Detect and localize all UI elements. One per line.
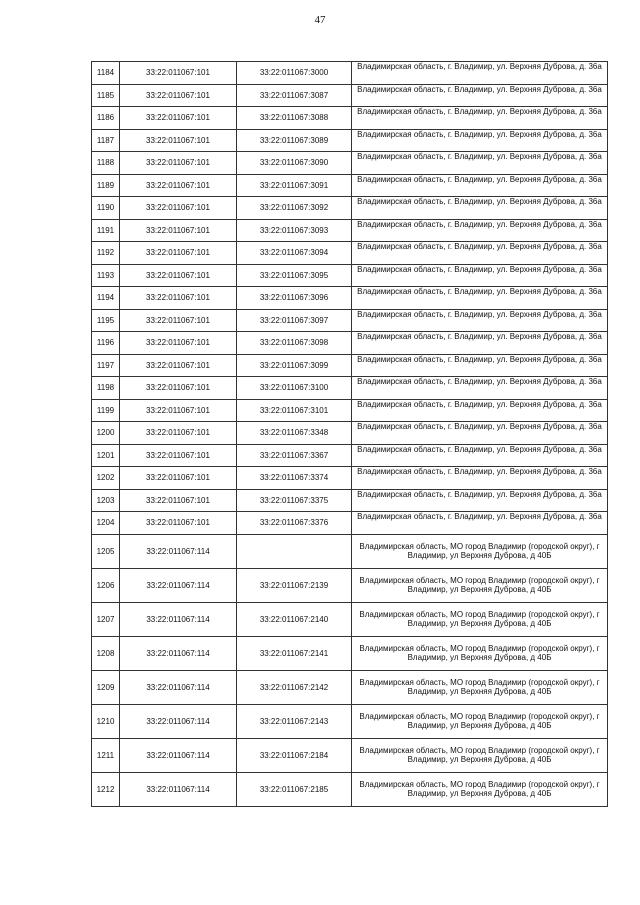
address: Владимирская область, г. Владимир, ул. Верхняя Дуброва, д. 36а <box>352 152 608 175</box>
address: Владимирская область, г. Владимир, ул. Верхняя Дуброва, д. 36а <box>352 444 608 467</box>
parent-cadastral-number: 33:22:011067:101 <box>120 399 237 422</box>
parent-cadastral-number: 33:22:011067:101 <box>120 264 237 287</box>
row-number: 1200 <box>92 422 120 445</box>
row-number: 1184 <box>92 62 120 85</box>
address: Владимирская область, г. Владимир, ул. Верхняя Дуброва, д. 36а <box>352 129 608 152</box>
cadastral-number: 33:22:011067:2185 <box>237 772 352 806</box>
table-row <box>92 287 608 310</box>
address: Владимирская область, г. Владимир, ул. Верхняя Дуброва, д. 36а <box>352 242 608 265</box>
row-number: 1192 <box>92 242 120 265</box>
parent-cadastral-number: 33:22:011067:114 <box>120 602 237 636</box>
address: Владимирская область, г. Владимир, ул. Верхняя Дуброва, д. 36а <box>352 309 608 332</box>
row-number: 1210 <box>92 704 120 738</box>
row-number: 1207 <box>92 602 120 636</box>
address: Владимирская область, г. Владимир, ул. Верхняя Дуброва, д. 36а <box>352 422 608 445</box>
row-number: 1206 <box>92 568 120 602</box>
parent-cadastral-number: 33:22:011067:101 <box>120 197 237 220</box>
parent-cadastral-number: 33:22:011067:114 <box>120 534 237 568</box>
address: Владимирская область, г. Владимир, ул. Верхняя Дуброва, д. 36а <box>352 62 608 85</box>
parent-cadastral-number: 33:22:011067:101 <box>120 467 237 490</box>
row-number: 1193 <box>92 264 120 287</box>
row-number: 1202 <box>92 467 120 490</box>
address: Владимирская область, МО город Владимир (городской округ), г Владимир, ул Верхняя Дуброва, д 40Б <box>352 636 608 670</box>
table-row <box>92 534 608 568</box>
parent-cadastral-number: 33:22:011067:114 <box>120 670 237 704</box>
table-row <box>92 738 608 772</box>
row-number: 1188 <box>92 152 120 175</box>
cadastral-number: 33:22:011067:3088 <box>237 107 352 130</box>
table-row <box>92 467 608 490</box>
table-row <box>92 512 608 535</box>
table-row <box>92 444 608 467</box>
table-row <box>92 197 608 220</box>
cadastral-number: 33:22:011067:3087 <box>237 84 352 107</box>
cadastral-number: 33:22:011067:3348 <box>237 422 352 445</box>
parent-cadastral-number: 33:22:011067:114 <box>120 704 237 738</box>
address: Владимирская область, МО город Владимир (городской округ), г Владимир, ул Верхняя Дуброва, д 40Б <box>352 534 608 568</box>
cadastral-number: 33:22:011067:2141 <box>237 636 352 670</box>
table-row <box>92 489 608 512</box>
cadastral-number: 33:22:011067:2143 <box>237 704 352 738</box>
address: Владимирская область, г. Владимир, ул. Верхняя Дуброва, д. 36а <box>352 332 608 355</box>
parent-cadastral-number: 33:22:011067:101 <box>120 309 237 332</box>
parent-cadastral-number: 33:22:011067:101 <box>120 129 237 152</box>
table-row <box>92 670 608 704</box>
cadastral-number: 33:22:011067:3090 <box>237 152 352 175</box>
address: Владимирская область, г. Владимир, ул. Верхняя Дуброва, д. 36а <box>352 84 608 107</box>
parent-cadastral-number: 33:22:011067:101 <box>120 444 237 467</box>
parent-cadastral-number: 33:22:011067:101 <box>120 152 237 175</box>
table-row <box>92 152 608 175</box>
parent-cadastral-number: 33:22:011067:101 <box>120 354 237 377</box>
row-number: 1189 <box>92 174 120 197</box>
table-row <box>92 332 608 355</box>
address: Владимирская область, г. Владимир, ул. Верхняя Дуброва, д. 36а <box>352 197 608 220</box>
cadastral-number: 33:22:011067:3095 <box>237 264 352 287</box>
table-row <box>92 399 608 422</box>
parent-cadastral-number: 33:22:011067:101 <box>120 219 237 242</box>
row-number: 1211 <box>92 738 120 772</box>
parent-cadastral-number: 33:22:011067:101 <box>120 332 237 355</box>
address: Владимирская область, МО город Владимир (городской округ), г Владимир, ул Верхняя Дуброва, д 40Б <box>352 602 608 636</box>
cadastral-number: 33:22:011067:3101 <box>237 399 352 422</box>
parent-cadastral-number: 33:22:011067:114 <box>120 568 237 602</box>
address: Владимирская область, г. Владимир, ул. Верхняя Дуброва, д. 36а <box>352 489 608 512</box>
address: Владимирская область, г. Владимир, ул. Верхняя Дуброва, д. 36а <box>352 174 608 197</box>
table-row <box>92 704 608 738</box>
address: Владимирская область, МО город Владимир (городской округ), г Владимир, ул Верхняя Дуброва, д 40Б <box>352 670 608 704</box>
cadastral-number: 33:22:011067:2142 <box>237 670 352 704</box>
cadastral-number: 33:22:011067:3375 <box>237 489 352 512</box>
cadastral-number: 33:22:011067:3099 <box>237 354 352 377</box>
address: Владимирская область, г. Владимир, ул. Верхняя Дуброва, д. 36а <box>352 467 608 490</box>
table-row <box>92 174 608 197</box>
row-number: 1190 <box>92 197 120 220</box>
row-number: 1197 <box>92 354 120 377</box>
table-row <box>92 219 608 242</box>
table-row <box>92 62 608 85</box>
parent-cadastral-number: 33:22:011067:114 <box>120 772 237 806</box>
address: Владимирская область, г. Владимир, ул. Верхняя Дуброва, д. 36а <box>352 219 608 242</box>
address: Владимирская область, МО город Владимир (городской округ), г Владимир, ул Верхняя Дуброва, д 40Б <box>352 568 608 602</box>
address: Владимирская область, г. Владимир, ул. Верхняя Дуброва, д. 36а <box>352 107 608 130</box>
table-row <box>92 602 608 636</box>
table-row <box>92 568 608 602</box>
cadastral-number: 33:22:011067:3089 <box>237 129 352 152</box>
parent-cadastral-number: 33:22:011067:101 <box>120 287 237 310</box>
table-row <box>92 772 608 806</box>
table-row <box>92 422 608 445</box>
address: Владимирская область, г. Владимир, ул. Верхняя Дуброва, д. 36а <box>352 512 608 535</box>
cadastral-number: 33:22:011067:2184 <box>237 738 352 772</box>
cadastral-number: 33:22:011067:3096 <box>237 287 352 310</box>
table-row <box>92 84 608 107</box>
row-number: 1185 <box>92 84 120 107</box>
row-number: 1198 <box>92 377 120 400</box>
row-number: 1191 <box>92 219 120 242</box>
cadastral-number: 33:22:011067:3376 <box>237 512 352 535</box>
cadastral-number: 33:22:011067:3097 <box>237 309 352 332</box>
table-row <box>92 264 608 287</box>
cadastral-number: 33:22:011067:3094 <box>237 242 352 265</box>
row-number: 1204 <box>92 512 120 535</box>
row-number: 1199 <box>92 399 120 422</box>
cadastral-number: 33:22:011067:3098 <box>237 332 352 355</box>
table-row <box>92 129 608 152</box>
parent-cadastral-number: 33:22:011067:101 <box>120 242 237 265</box>
row-number: 1187 <box>92 129 120 152</box>
address: Владимирская область, г. Владимир, ул. Верхняя Дуброва, д. 36а <box>352 354 608 377</box>
address: Владимирская область, г. Владимир, ул. Верхняя Дуброва, д. 36а <box>352 377 608 400</box>
row-number: 1208 <box>92 636 120 670</box>
cadastral-number: 33:22:011067:3000 <box>237 62 352 85</box>
cadastral-number: 33:22:011067:3374 <box>237 467 352 490</box>
row-number: 1196 <box>92 332 120 355</box>
parent-cadastral-number: 33:22:011067:101 <box>120 377 237 400</box>
table-row <box>92 242 608 265</box>
row-number: 1212 <box>92 772 120 806</box>
table-body <box>92 62 608 807</box>
cadastral-number: 33:22:011067:3091 <box>237 174 352 197</box>
row-number: 1194 <box>92 287 120 310</box>
cadastral-number: 33:22:011067:3093 <box>237 219 352 242</box>
page-number: 47 <box>314 14 326 26</box>
parent-cadastral-number: 33:22:011067:101 <box>120 84 237 107</box>
row-number: 1205 <box>92 534 120 568</box>
row-number: 1201 <box>92 444 120 467</box>
parent-cadastral-number: 33:22:011067:114 <box>120 738 237 772</box>
cadastral-number: 33:22:011067:2140 <box>237 602 352 636</box>
row-number: 1186 <box>92 107 120 130</box>
cadastral-number: 33:22:011067:2139 <box>237 568 352 602</box>
address: Владимирская область, г. Владимир, ул. Верхняя Дуброва, д. 36а <box>352 399 608 422</box>
parent-cadastral-number: 33:22:011067:101 <box>120 512 237 535</box>
parent-cadastral-number: 33:22:011067:101 <box>120 489 237 512</box>
table-row <box>92 377 608 400</box>
cadastral-number: 33:22:011067:3367 <box>237 444 352 467</box>
address: Владимирская область, г. Владимир, ул. Верхняя Дуброва, д. 36а <box>352 264 608 287</box>
address: Владимирская область, МО город Владимир (городской округ), г Владимир, ул Верхняя Дуброва, д 40Б <box>352 738 608 772</box>
cadastral-number: 33:22:011067:3100 <box>237 377 352 400</box>
row-number: 1203 <box>92 489 120 512</box>
cadastral-number <box>237 534 352 568</box>
parent-cadastral-number: 33:22:011067:101 <box>120 107 237 130</box>
table-row <box>92 636 608 670</box>
cadastral-table <box>91 61 608 807</box>
cadastral-number: 33:22:011067:3092 <box>237 197 352 220</box>
table-row <box>92 309 608 332</box>
row-number: 1195 <box>92 309 120 332</box>
address: Владимирская область, МО город Владимир (городской округ), г Владимир, ул Верхняя Дуброва, д 40Б <box>352 772 608 806</box>
parent-cadastral-number: 33:22:011067:101 <box>120 62 237 85</box>
address: Владимирская область, г. Владимир, ул. Верхняя Дуброва, д. 36а <box>352 287 608 310</box>
row-number: 1209 <box>92 670 120 704</box>
address: Владимирская область, МО город Владимир (городской округ), г Владимир, ул Верхняя Дуброва, д 40Б <box>352 704 608 738</box>
parent-cadastral-number: 33:22:011067:114 <box>120 636 237 670</box>
table-row <box>92 107 608 130</box>
parent-cadastral-number: 33:22:011067:101 <box>120 174 237 197</box>
parent-cadastral-number: 33:22:011067:101 <box>120 422 237 445</box>
table-row <box>92 354 608 377</box>
